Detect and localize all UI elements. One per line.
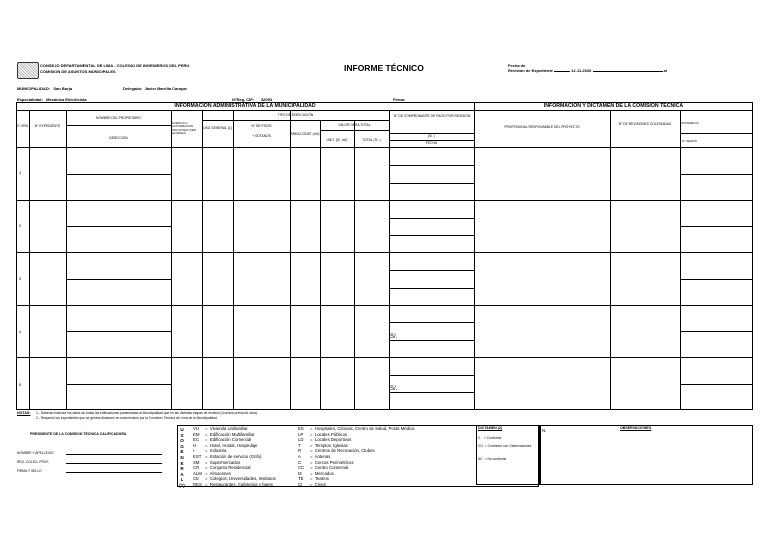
section-municipal: INFORMACION ADMINISTRATIVA DE LA MUNICIPALIDAD xyxy=(174,103,316,109)
col-valor-obra: VALOR OBRA TOTAL xyxy=(338,123,371,127)
col-area: AREA CONST (m2) xyxy=(290,132,320,136)
observaciones-n: N. xyxy=(542,428,547,433)
section-comision: INFORMACION Y DICTAMEN DE LA COMISION TECNICA xyxy=(543,103,684,109)
col-unit: UNIT. (S/. m2) xyxy=(326,138,348,142)
legend-right-list xyxy=(298,426,415,488)
revision-line xyxy=(508,68,667,73)
col-direccion: DIRECCION xyxy=(109,136,128,140)
legend-equals: = xyxy=(205,453,210,459)
legend-right-desc: Cercos Perimétricos xyxy=(314,459,354,465)
sig-nombre: NOMBRE Y APELLIDOS xyxy=(17,451,54,455)
col-n-orden: N° ORD. xyxy=(16,124,29,128)
legend-equals: = xyxy=(205,448,210,454)
note-2: 2.- Respecto los expedientes que se genera dictamen en esta revisión por la Comisión Técnica de Lima de la Municipalidad. xyxy=(36,416,218,420)
legend-left-desc: Colegios, Universidades, Institutos xyxy=(209,476,276,482)
page-title: INFORME TÉCNICO xyxy=(344,63,424,73)
legend-right-code: R xyxy=(298,448,302,454)
col-sotanos: + SÓTANOS xyxy=(252,134,271,138)
legend-right-desc: Teatros xyxy=(314,476,329,482)
legend-equals: = xyxy=(205,470,210,476)
revision-label: Revisión de Expediente xyxy=(508,68,553,73)
legend-left-list xyxy=(193,426,276,488)
soles-sign-row-5: S/. xyxy=(390,386,398,392)
legend-left-code: ALM xyxy=(193,470,202,476)
legend-equals: = xyxy=(205,437,210,443)
dictamen-c: C = Conforme xyxy=(478,436,502,440)
row-number-2: 2 xyxy=(19,223,22,228)
col-dictamen: DICTAMEN (2) xyxy=(680,121,699,125)
fecha-label: Fecha de xyxy=(508,63,526,68)
firma-label: Firma: xyxy=(393,97,406,102)
legend-equals: = xyxy=(310,470,315,476)
legend-equals: = xyxy=(205,442,210,448)
observaciones-title: OBSERVACIONES xyxy=(620,426,652,430)
legend-left-code: SM xyxy=(193,459,200,465)
legend-equals: = xyxy=(310,448,315,454)
legend-right-code: LD xyxy=(298,437,304,443)
legend-right-item xyxy=(298,482,415,488)
legend-side-label: USO GENERAL (1) xyxy=(179,427,185,488)
delegado-value: Javier Barrilla Carayar xyxy=(144,86,188,91)
legend-right-desc: Mercados xyxy=(314,470,334,476)
legend-right-desc: Hospitales, Clínicas, Centro de Salud, Posta Médica xyxy=(314,426,415,431)
legend-left-desc: Industria xyxy=(209,448,227,454)
legend-equals: = xyxy=(205,476,210,482)
legend-equals: = xyxy=(310,442,315,448)
legend-left-desc: Vivienda Unifamiliar xyxy=(209,426,248,431)
legend-right-code: CI xyxy=(298,481,303,487)
legend-right-code: T xyxy=(298,442,301,448)
sig-registro: REG. COLEG. PROF. xyxy=(17,460,50,464)
legend-right-code: M xyxy=(298,470,302,476)
revision-date: 12-11-2020 xyxy=(571,68,592,73)
legend-right-desc: Templos, Iglesias xyxy=(314,442,348,448)
legend-left-desc: Supermercados xyxy=(209,459,241,465)
row-number-3: 3 xyxy=(19,276,22,281)
legend-right-code: TE xyxy=(298,476,304,482)
col-propietario: NOMBRE DEL PROPIETARIO xyxy=(96,116,141,120)
nreg-value: 32093 xyxy=(260,97,273,102)
al-label: al xyxy=(663,68,667,73)
legend-left-item xyxy=(193,482,276,488)
col-tipo-edificacion: TIPO DE EDIFICACIÓN xyxy=(277,113,314,117)
legend-left-desc: Edificación Comercial xyxy=(209,437,252,443)
legend-left-code: VU xyxy=(193,426,199,431)
legend-left-code: EM xyxy=(193,431,200,437)
col-fecha: FECHA xyxy=(425,141,438,145)
legend-equals: = xyxy=(310,459,315,465)
legend-left-desc: Almacenes xyxy=(209,470,231,476)
legend-left-code: CR xyxy=(193,465,200,471)
legend-left-code: I xyxy=(193,448,195,454)
legend-right-desc: Centros de Recreación, Clubes xyxy=(314,448,375,454)
legend-left-desc: Restaurantes, Cafeterías y bares xyxy=(209,481,273,487)
col-comprobante: N° DE COMPROBANTE DE PAGO POR REVISION xyxy=(393,114,471,118)
legend-right-desc: Cines xyxy=(314,481,326,487)
legend-left-code: RES xyxy=(193,481,202,487)
legend-left-code: CE xyxy=(193,476,199,482)
org-line-1: CONSEJO DEPARTAMENTAL DE LIMA - COLEGIO DE INGENIEROS DEL PERU xyxy=(40,63,190,68)
legend-equals: = xyxy=(310,481,315,487)
legend-equals: = xyxy=(205,459,210,465)
col-profesional: PROFESIONAL RESPONSABLE DEL PROYECTO xyxy=(504,125,580,129)
note-1: 1.- Deberán incluirse los datos de todas las edificaciones presentadas al Municipalidad que en las distintas etapas de revisión (Licencia previa de obra). xyxy=(36,411,258,415)
legend-right-desc: Locales Deportivos xyxy=(314,437,352,443)
legend-equals: = xyxy=(205,426,210,431)
legend-right-code: ES xyxy=(298,426,304,431)
legend-equals: = xyxy=(310,465,315,471)
row-number-4: 4 xyxy=(19,329,22,334)
delegado-line: Delegado: Javier Barrilla Carayar xyxy=(123,86,188,91)
legend-right-code: LP xyxy=(298,431,304,437)
municipalidad-value: San Borja xyxy=(53,86,73,91)
col-total: TOTAL (S/. ) xyxy=(362,138,381,142)
legend-right-desc: Centro Comercial xyxy=(314,465,349,471)
col-n-pisos: N° DE PISOS xyxy=(251,124,272,128)
legend-left-code: EC xyxy=(193,437,199,443)
col-uso: USO GENERAL (1) xyxy=(203,126,232,130)
legend-right-desc: Antenas xyxy=(314,453,331,459)
notes-label: NOTAS: xyxy=(17,411,31,415)
dictamen-legend-title: DICTAMEN (2) xyxy=(478,426,503,430)
college-logo xyxy=(17,62,39,79)
legend-equals: = xyxy=(205,431,210,437)
legend-right-code: C xyxy=(298,459,302,465)
legend-equals: = xyxy=(205,481,210,487)
org-line-2: COMISION DE ASUNTOS MUNICIPALES xyxy=(40,69,116,74)
legend-left-desc: Estación de servicio (Grifo) xyxy=(209,453,262,459)
legend-left-code: H xyxy=(193,442,197,448)
president-title: PRESIDENTE DE LA COMISION TÉCNICA CALIFICADORA xyxy=(30,432,127,436)
especialidad-line: Especialidad: Mecánica Eléctricista xyxy=(17,97,87,102)
legend-equals: = xyxy=(310,426,315,431)
legend-equals: = xyxy=(310,476,315,482)
legend-left-code: EST xyxy=(193,453,202,459)
legend-equals: = xyxy=(205,465,210,471)
dictamen-co: CO = Conforme con Observaciones xyxy=(478,444,532,448)
especialidad-value: Mecánica Eléctricista xyxy=(46,97,87,102)
legend-left-desc: Hotel, Hostal, Hospedaje xyxy=(209,442,258,448)
soles-sign-row-4: S/. xyxy=(390,334,398,340)
col-n-expediente: N° EXPEDIENTE xyxy=(34,124,61,128)
dictamen-nc: NC = No conforme xyxy=(478,457,507,461)
row-number-5: 5 xyxy=(19,382,22,387)
row-number-1: 1 xyxy=(19,170,22,175)
legend-right-code: CC xyxy=(298,465,305,471)
col-soles: (S/. ) xyxy=(427,134,436,138)
municipalidad-line: MUNICIPALIDAD: San Borja xyxy=(17,86,73,91)
legend-left-desc: Edificación Multifamiliar xyxy=(209,431,255,437)
dictamen-legend xyxy=(476,425,540,485)
legend-right-code: A xyxy=(298,453,301,459)
legend-right-desc: Locales Públicos xyxy=(314,431,348,437)
col-n-sesion: N° SESION xyxy=(682,139,697,143)
legend-left-desc: Conjunto Residencial xyxy=(209,465,251,471)
legend-equals: = xyxy=(310,437,315,443)
col-revisiones: N° DE REVISIONES COLEGIADAS xyxy=(618,122,672,126)
legend-equals: = xyxy=(310,431,315,437)
observaciones-box xyxy=(540,425,753,485)
main-table xyxy=(16,102,753,410)
nreg-line: N°Reg. CIP: 32093 xyxy=(232,97,273,102)
sig-firma: FIRMA Y SELLO xyxy=(17,469,42,473)
col-licencia: LICENCIA O AUTORIZACION SOLICITADA (VER LEYENDA) xyxy=(172,121,196,135)
legend-equals: = xyxy=(310,453,315,459)
